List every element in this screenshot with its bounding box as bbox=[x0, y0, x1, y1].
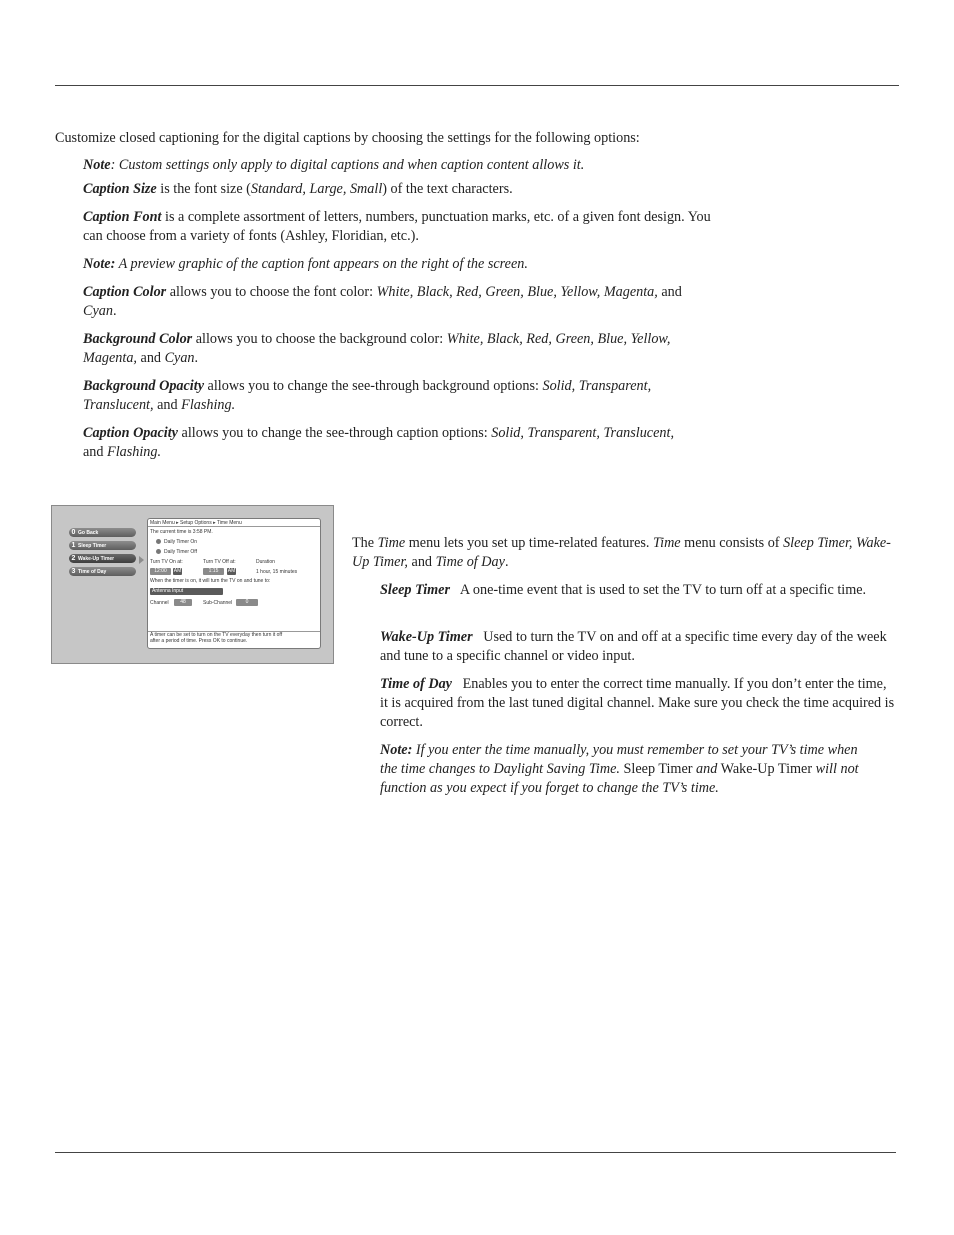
menu-item-sleep-timer[interactable] bbox=[69, 541, 136, 550]
bg-color-options: White, Black, Red, Green, Blue, Yellow, Magenta, bbox=[83, 331, 671, 366]
time-menu-intro bbox=[352, 534, 897, 572]
color-options: White, Black, Red, Green, Blue, Yellow, Magenta, bbox=[376, 284, 658, 300]
radio-label: Daily Timer Off bbox=[164, 549, 197, 555]
text: allows you to change the see-through caption options: bbox=[177, 425, 492, 441]
bg-opacity-options: Solid, Transparent, Translucent, bbox=[83, 378, 652, 413]
text: and bbox=[407, 554, 436, 570]
note-text: A preview graphic of the caption font appears on the right of the screen. bbox=[115, 256, 528, 272]
text: Used to turn the TV on and off at a specific time every day of the week and tune to a specific channel or video input. bbox=[380, 629, 887, 664]
menu-item-go-back[interactable] bbox=[69, 528, 136, 537]
menu-label: Go Back bbox=[78, 530, 99, 536]
bg-color-option-last: Cyan bbox=[164, 350, 195, 366]
color-option-last: Cyan bbox=[83, 303, 113, 319]
time-menu-panel bbox=[147, 518, 321, 649]
text: Enables you to enter the correct time manually. If you don’t enter the time, it is acquired from the last tuned digital channel. Make sure you check the time acquired is correct. bbox=[380, 676, 895, 730]
note-custom-settings bbox=[83, 156, 723, 175]
caption-size-paragraph bbox=[83, 180, 723, 199]
radio-daily-timer-on[interactable] bbox=[156, 539, 197, 545]
text: and bbox=[153, 397, 182, 413]
text: and bbox=[657, 284, 682, 300]
selection-arrow-icon bbox=[139, 556, 144, 564]
note-label: Note: bbox=[83, 256, 116, 272]
on-ampm-field[interactable]: AM bbox=[173, 568, 182, 574]
off-ampm-field[interactable]: AM bbox=[227, 568, 236, 574]
text-italic: Time bbox=[653, 535, 681, 551]
background-opacity-paragraph bbox=[83, 377, 723, 415]
text: . bbox=[194, 350, 199, 366]
top-rule bbox=[55, 85, 899, 86]
background-opacity-term: Background Opacity bbox=[83, 378, 204, 394]
radio-daily-timer-off[interactable] bbox=[156, 549, 197, 555]
caption-size-term: Caption Size bbox=[83, 181, 157, 197]
text: is the font size ( bbox=[156, 181, 251, 197]
menu-number: 1 bbox=[71, 542, 76, 549]
caption-font-paragraph bbox=[83, 208, 713, 246]
text: allows you to choose the font color: bbox=[166, 284, 377, 300]
text: and bbox=[136, 350, 165, 366]
note-text: : Custom settings only apply to digital captions and when caption content allows it. bbox=[110, 157, 585, 173]
text: A one-time event that is used to set the TV to turn off at a specific time. bbox=[459, 582, 867, 598]
duration-value: 1 hour, 15 minutes bbox=[256, 569, 298, 575]
input-select[interactable]: Antenna Input bbox=[150, 588, 223, 595]
caption-color-term: Caption Color bbox=[83, 284, 167, 300]
sleep-timer-paragraph bbox=[380, 581, 890, 600]
tune-instruction: When the timer is on, it will turn the TV on and tune to: bbox=[150, 578, 271, 584]
menu-label: Time of Day bbox=[78, 569, 107, 575]
text-italic: Sleep Timer, Wake-Up Timer, bbox=[352, 535, 891, 570]
text: allows you to change the see-through background options: bbox=[204, 378, 543, 394]
sleep-timer-term: Sleep Timer bbox=[380, 582, 451, 598]
radio-icon bbox=[156, 539, 161, 544]
intro-paragraph: Customize closed captioning for the digital captions by choosing the settings for the following options: bbox=[55, 130, 640, 146]
note-text: and bbox=[696, 761, 718, 777]
background-color-paragraph bbox=[83, 330, 723, 368]
turn-off-label: Turn TV Off at: bbox=[203, 559, 236, 565]
caption-opacity-term: Caption Opacity bbox=[83, 425, 178, 441]
time-menu-screenshot bbox=[51, 505, 334, 664]
caption-opacity-option-last: Flashing. bbox=[107, 444, 162, 460]
subchannel-label: Sub-Channel bbox=[203, 600, 233, 606]
text: Sleep Timer bbox=[619, 761, 697, 777]
caption-opacity-paragraph bbox=[83, 424, 723, 462]
wakeup-timer-paragraph bbox=[380, 628, 895, 666]
size-options: Standard, Large, Small bbox=[250, 181, 383, 197]
text: menu consists of bbox=[680, 535, 784, 551]
text: is a complete assortment of letters, numbers, punctuation marks, etc. of a given font design. You can choose from a variety of fonts (Ashley, Floridian, etc.). bbox=[83, 209, 711, 244]
menu-item-time-of-day[interactable] bbox=[69, 567, 136, 576]
menu-label: Sleep Timer bbox=[78, 543, 107, 549]
breadcrumb-text: Main Menu ▸ Setup Options ▸ Time Menu bbox=[150, 520, 242, 526]
help-text: A timer can be set to turn on the TV everyday then turn it off after a period of time. Press OK to continue. bbox=[150, 632, 283, 644]
note-text: If you enter the time manually, you must remember to set your TV’s time when the time changes to Daylight Saving Time. bbox=[380, 742, 858, 777]
caption-opacity-options: Solid, Transparent, Translucent, bbox=[491, 425, 674, 441]
text-italic: Time bbox=[377, 535, 406, 551]
background-color-term: Background Color bbox=[83, 331, 193, 347]
text: . bbox=[112, 303, 117, 319]
time-of-day-term: Time of Day bbox=[380, 676, 452, 692]
menu-item-wake-up-timer[interactable] bbox=[69, 554, 136, 563]
off-time-field[interactable]: 1:15 bbox=[203, 568, 224, 575]
bottom-rule bbox=[55, 1152, 896, 1153]
breadcrumb bbox=[148, 519, 320, 527]
bg-opacity-option-last: Flashing. bbox=[181, 397, 236, 413]
channel-field[interactable]: 48 bbox=[174, 599, 192, 606]
text: Wake-Up Timer bbox=[717, 761, 816, 777]
menu-label: Wake-Up Timer bbox=[78, 556, 115, 562]
text-italic: Time of Day bbox=[435, 554, 505, 570]
note-daylight-saving bbox=[380, 741, 870, 798]
note-label: Note bbox=[83, 157, 111, 173]
caption-font-term: Caption Font bbox=[83, 209, 162, 225]
note-preview bbox=[83, 255, 723, 274]
radio-label: Daily Timer On bbox=[164, 539, 198, 545]
wakeup-timer-term: Wake-Up Timer bbox=[380, 629, 473, 645]
turn-on-label: Turn TV On at: bbox=[150, 559, 183, 565]
text: allows you to choose the background color: bbox=[192, 331, 447, 347]
menu-number: 2 bbox=[71, 555, 76, 562]
time-of-day-paragraph bbox=[380, 675, 895, 732]
menu-number: 3 bbox=[71, 568, 76, 575]
text: The bbox=[352, 535, 378, 551]
text: menu lets you set up time-related features. bbox=[405, 535, 654, 551]
caption-color-paragraph bbox=[83, 283, 723, 321]
text: . bbox=[504, 554, 509, 570]
current-time-text: The current time is 3:58 PM. bbox=[150, 529, 213, 535]
subchannel-field[interactable]: 0 bbox=[236, 599, 258, 606]
note-label: Note: bbox=[380, 742, 413, 758]
channel-label: Channel bbox=[150, 600, 169, 606]
on-time-field[interactable]: 12:00 bbox=[150, 568, 171, 575]
duration-label: Duration bbox=[256, 559, 275, 565]
text: ) of the text characters. bbox=[382, 181, 513, 197]
menu-number: 0 bbox=[71, 529, 76, 536]
text: and bbox=[83, 444, 108, 460]
radio-icon bbox=[156, 549, 161, 554]
note-text: will not function as you expect if you forget to change the TV’s time. bbox=[380, 761, 859, 796]
